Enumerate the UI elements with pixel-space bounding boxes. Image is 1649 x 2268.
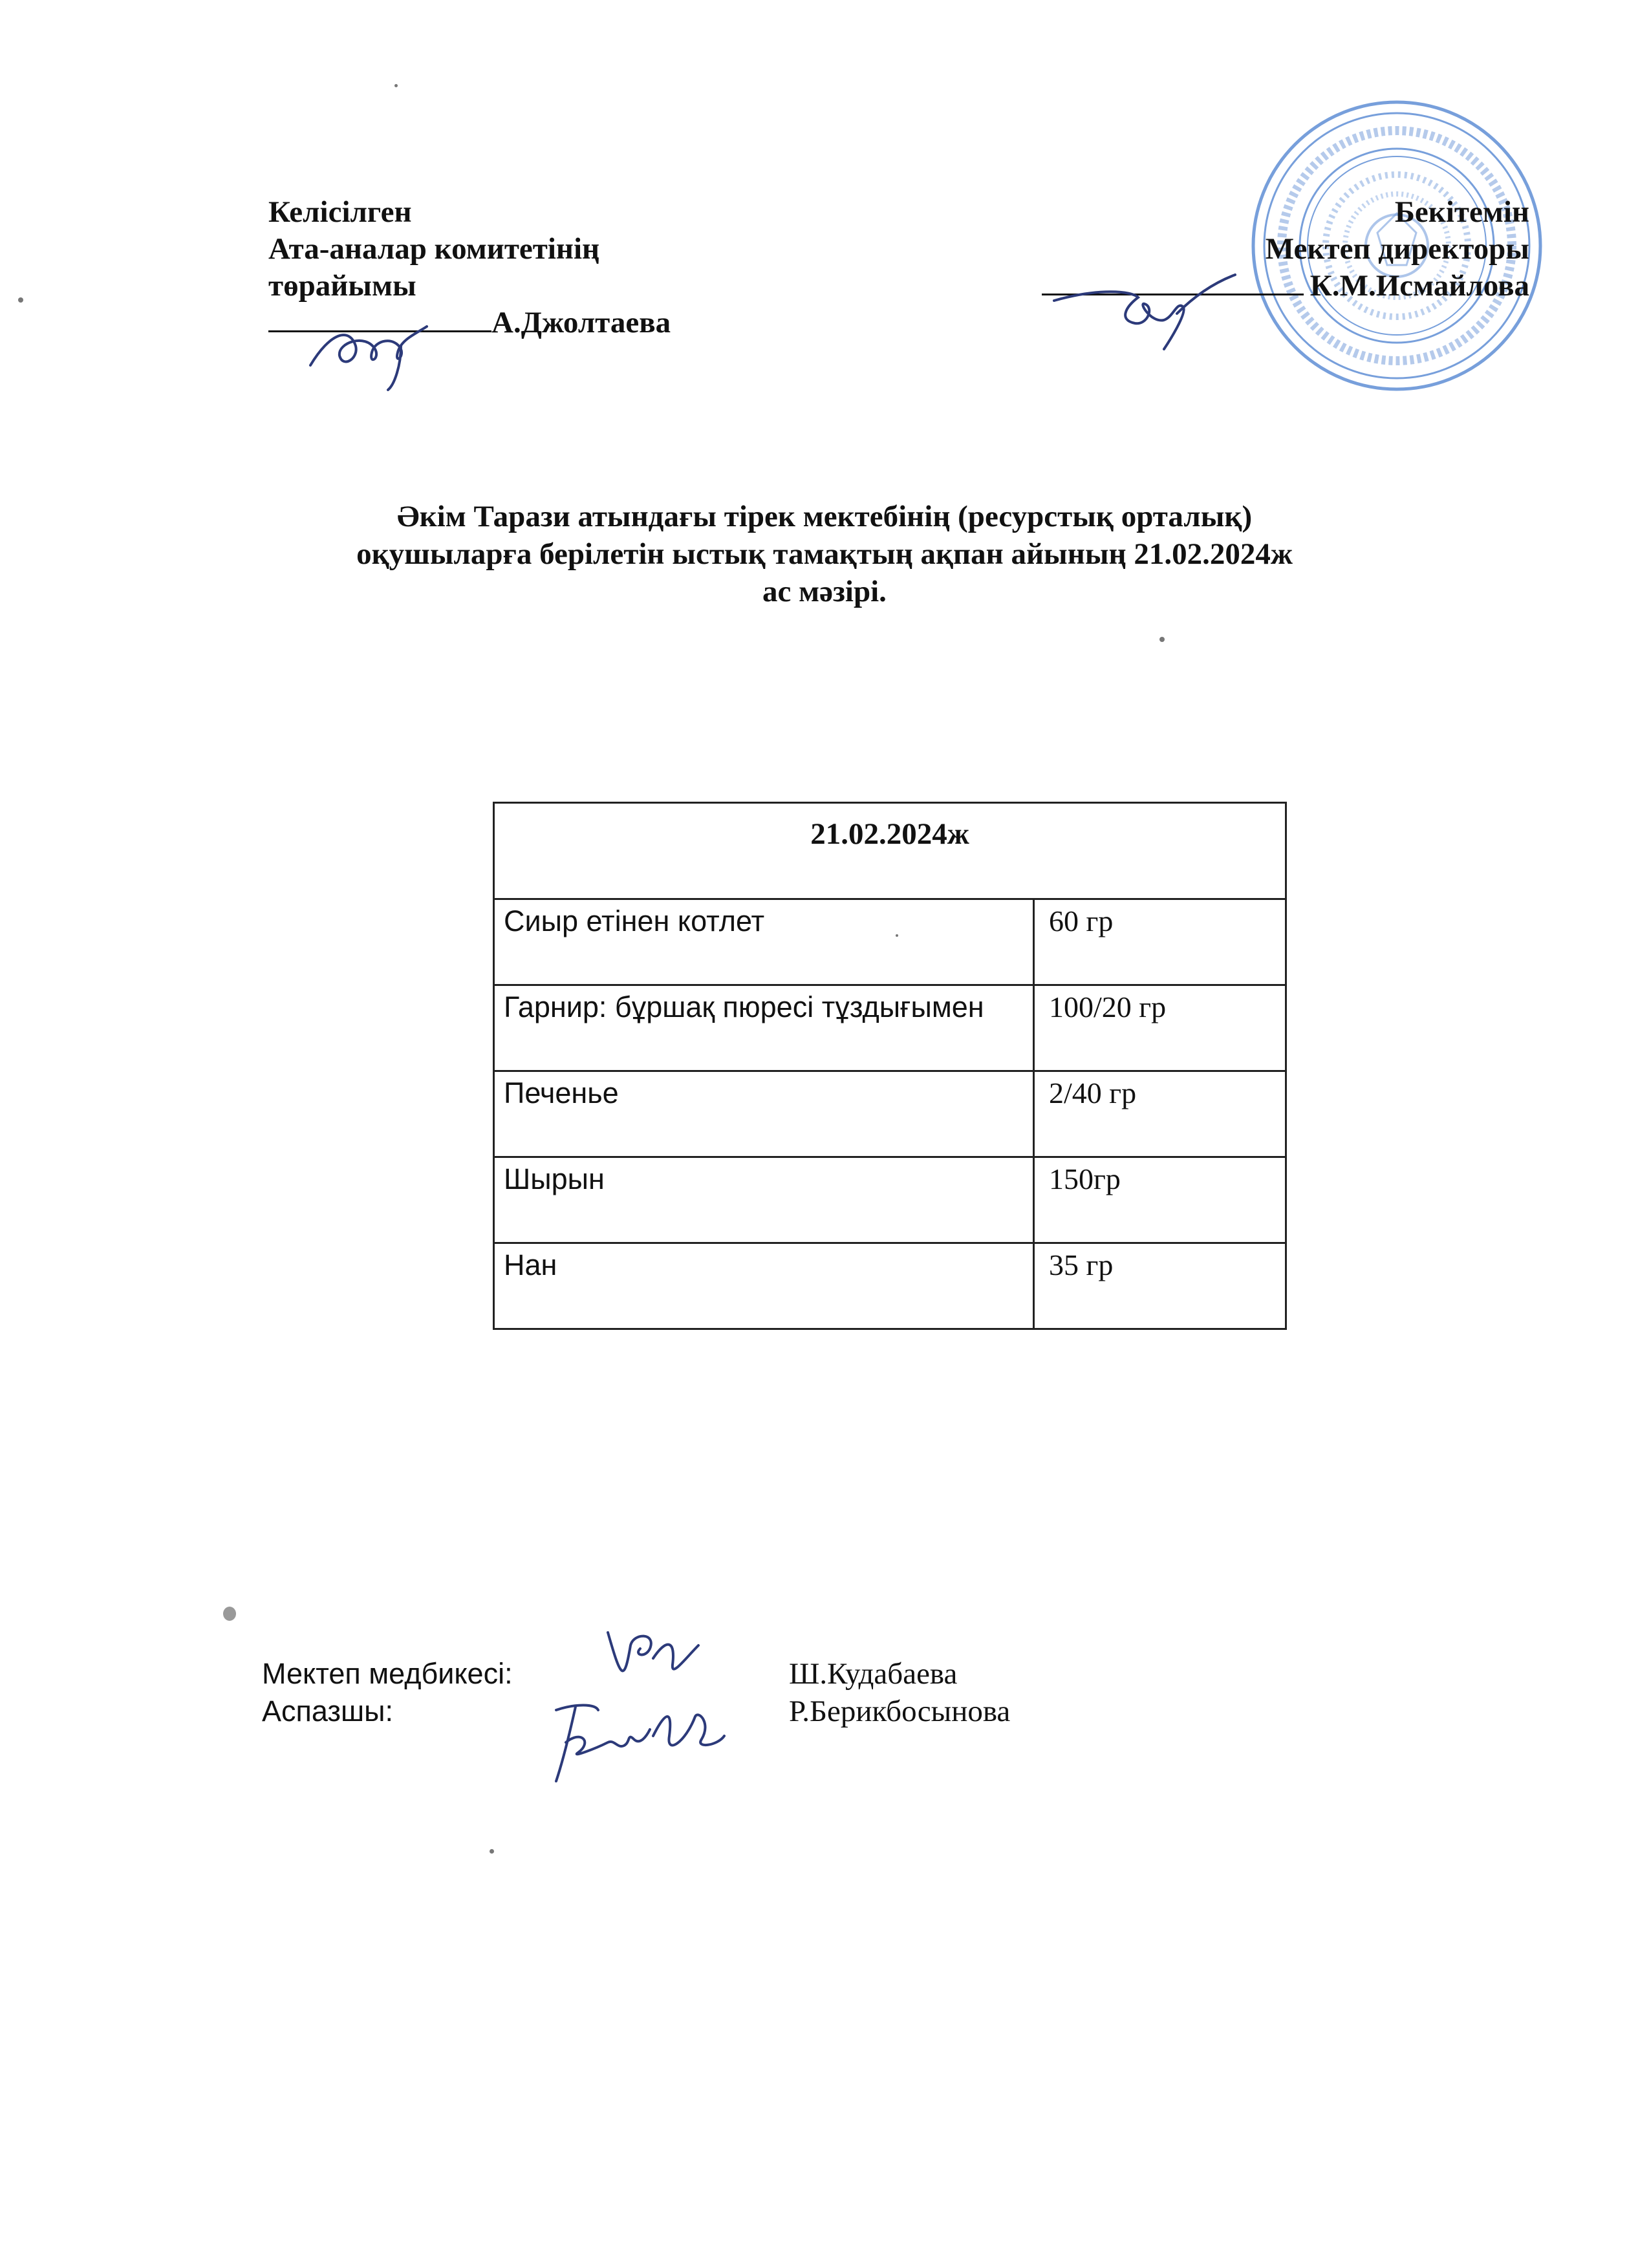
table-row	[494, 1071, 1286, 1157]
cook-signature	[537, 1684, 731, 1788]
dish-name: Нан	[494, 1243, 1034, 1329]
director-name: К.М.Исмайлова	[1310, 269, 1529, 303]
scan-speck	[394, 84, 398, 87]
scan-speck	[490, 1849, 494, 1854]
dish-quantity: 60 гр	[1034, 899, 1286, 985]
cook-role: Аспазшы:	[262, 1695, 393, 1728]
committee-chair-signature	[304, 307, 433, 391]
approval-left-line3: төрайымы	[268, 269, 416, 303]
dish-name: Печенье	[494, 1071, 1034, 1157]
title-line1: Әкім Тарази атындағы тірек мектебінің (ресурстық орталық)	[396, 500, 1253, 533]
dish-quantity: 2/40 гр	[1034, 1071, 1286, 1157]
dish-quantity: 35 гр	[1034, 1243, 1286, 1329]
dish-name: Шырын	[494, 1157, 1034, 1243]
dish-quantity: 150гр	[1034, 1157, 1286, 1243]
scan-speck	[896, 934, 898, 937]
director-signature	[1041, 268, 1248, 352]
scan-speck	[223, 1607, 236, 1621]
menu-table	[493, 802, 1287, 1330]
document-title	[194, 498, 1455, 610]
nurse-name: Ш.Кудабаева	[789, 1657, 958, 1691]
approval-left-line2: Ата-аналар комитетінің	[268, 232, 600, 266]
title-line3: ас мәзірі.	[762, 575, 887, 608]
approval-left-line1: Келісілген	[268, 195, 412, 229]
table-row	[494, 899, 1286, 985]
table-row	[494, 1157, 1286, 1243]
table-header-row	[494, 803, 1286, 899]
table-row	[494, 985, 1286, 1071]
scan-speck	[18, 297, 23, 303]
title-line2: оқушыларға берілетін ыстық тамақтың ақпан айының 21.02.2024ж	[356, 537, 1293, 571]
dish-name: Сиыр етінен котлет	[494, 899, 1034, 985]
scan-speck	[1159, 637, 1165, 642]
nurse-role: Мектеп медбикесі:	[262, 1657, 513, 1690]
committee-chair-name: А.Джолтаева	[491, 306, 671, 339]
dish-name: Гарнир: бұршақ пюресі тұздығымен	[494, 985, 1034, 1071]
approval-right-line1: Бекітемін	[1394, 195, 1529, 229]
table-row	[494, 1243, 1286, 1329]
approval-right-line2: Мектеп директоры	[1265, 232, 1529, 266]
cook-name: Р.Берикбосынова	[789, 1695, 1011, 1728]
dish-quantity: 100/20 гр	[1034, 985, 1286, 1071]
menu-date-header: 21.02.2024ж	[494, 803, 1286, 899]
